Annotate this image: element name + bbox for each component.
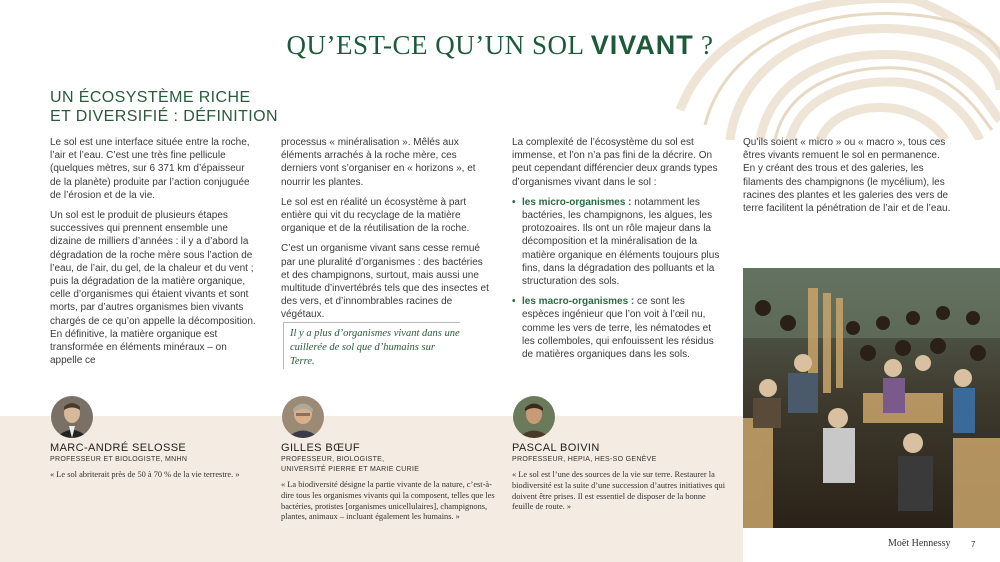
avatar <box>51 396 93 438</box>
expert-card <box>512 396 727 513</box>
expert-card <box>281 396 496 523</box>
page-title: QU’EST-CE QU’UN SOL VIVANT ? <box>286 30 714 60</box>
text-column-3 <box>512 136 720 368</box>
expert-name: GILLES BŒUF <box>281 442 360 454</box>
pull-quote: Il y a plus d’organismes vivant dans une cuillerée de sol que d’humains sur Terre. <box>283 322 460 369</box>
event-photo <box>743 268 1000 528</box>
expert-role: PROFESSEUR, HEPIA, HES-SO GENÈVE <box>512 456 657 463</box>
text-column-1 <box>50 136 258 374</box>
decorative-swirl <box>670 0 1000 140</box>
text-column-4 <box>743 136 951 222</box>
avatar <box>513 396 555 438</box>
expert-quote: « La biodiversité désigne la partie vivante de la nature, c’est-à-dire tous les organismes vivants qui la composent, telles que les bactéries, protistes [organismes unicellulaires], champignons, plantes, animaux – incluant également les humains. » <box>281 480 495 522</box>
page-number: 7 <box>971 540 976 549</box>
expert-name: PASCAL BOIVIN <box>512 442 600 454</box>
expert-role: PROFESSEUR ET BIOLOGISTE, MNHN <box>50 456 188 463</box>
expert-role: UNIVERSITÉ PIERRE ET MARIE CURIE <box>281 466 420 473</box>
organism-list <box>512 196 720 361</box>
bullet-icon: • <box>512 196 516 208</box>
section-heading: UN ÉCOSYSTÈME RICHE ET DIVERSIFIÉ : DÉFINITION <box>50 89 278 125</box>
expert-quote: « Le sol abriterait près de 50 à 70 % de la vie terrestre. » <box>50 470 240 479</box>
paragraph: processus « minéralisation ». Mêlés aux éléments arrachés à la roche mère, ces derniers vont s’organiser en « horizons », et nourrir les plantes. <box>281 137 476 188</box>
paragraph: Le sol est une interface située entre la roche, l’air et l’eau. C’est une très fine pellicule (quelques mètres, sur 6 371 km d’épaisseur de la planète) produite par l’action conjuguée de l’érosion et de la vie. <box>50 137 250 201</box>
expert-quote: « Le sol est l’une des sources de la vie sur terre. Restaurer la biodiversité est la suite d’une succession d’autres initiatives qui doivent être prises. Il est essentiel de disposer de la bonne feuille de route. » <box>512 470 726 512</box>
paragraph: Qu’ils soient « micro » ou « macro », tous ces êtres vivants remuent le sol en permanence. En y créant des trous et des galeries, les filaments des champignons (le mycélium), les racines des plantes et les galeries des vers de terre facilitent la pénétration de l’air et de l’eau. <box>743 137 951 215</box>
expert-role: PROFESSEUR, BIOLOGISTE, <box>281 456 385 463</box>
paragraph: C’est un organisme vivant sans cesse remué par une pluralité d’organismes : des bactéries et des champignons, surtout, mais aussi une multitude d’invertébrés tels que des insectes et des vers, et d’innombrables racines de végétaux. <box>281 243 489 321</box>
bullet-icon: • <box>512 296 516 308</box>
expert-card <box>50 396 265 481</box>
paragraph: Un sol est le produit de plusieurs étapes successives qui prennent ensemble une dizaine de milliers d’années : il y a d’abord la dégradation de la roche mère sous l’action de l’eau, de l’air, du gel, de la chaleur et du vent ; puis la dégradation de la matière organique, celle d’organismes qui étaient vivants et sont morts, par d’autres organismes bien vivants chargés de ce qu’on appelle la décomposition. En définitive, la matière organique est transformée en éléments minéraux – on appelle ce <box>50 210 256 367</box>
paragraph: Le sol est en réalité un écosystème à part entière qui vit du recyclage de la matière organique et de la réutilisation de la roche. <box>281 196 470 235</box>
list-item: • les macro-organismes : ce sont les espèces ingénieur que l’on voit à l’œil nu, comme les vers de terre, les nématodes et les collemboles, qui enfouissent les résidus de matières organiques dans les sols. <box>512 296 714 361</box>
list-item: • les micro-organismes : notamment les bactéries, les champignons, les algues, les protozoaires. Ils ont un rôle majeur dans la décomposition et la minéralisation de la matière organique en éléments toujours plus fins, dans la dégradation des polluants et la structuration des sols. <box>512 196 720 288</box>
text-column-2 <box>281 136 489 329</box>
expert-name: MARC-ANDRÉ SELOSSE <box>50 442 187 454</box>
paragraph: La complexité de l’écosystème du sol est immense, et l’on n’a pas fini de la décrire. On peut cependant différencier deux grands types d’organismes vivant dans le sol : <box>512 137 718 188</box>
avatar <box>282 396 324 438</box>
brand-logo: Moët Hennessy <box>888 538 951 549</box>
